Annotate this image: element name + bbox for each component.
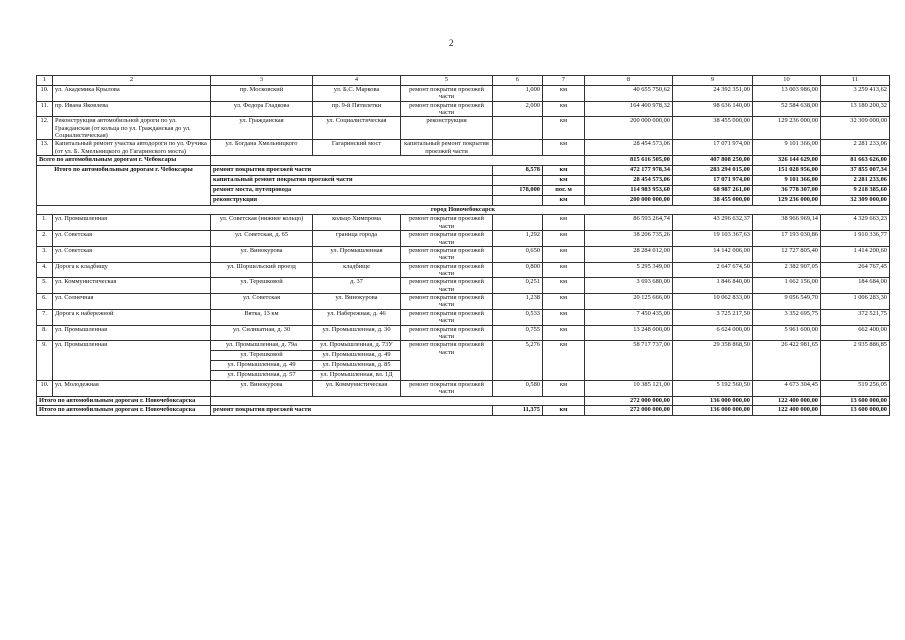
column-number-cell: 4: [313, 76, 401, 86]
itogo-row: [37, 166, 890, 176]
value-col9-cell: 38 455 000,00: [673, 195, 753, 205]
row-number-cell: 5.: [37, 278, 53, 294]
length-cell: 0,533: [493, 309, 543, 325]
length-cell: 2,000: [493, 101, 543, 117]
value-col10-cell: 5 961 600,00: [753, 325, 821, 341]
column-number-cell: 3: [211, 76, 313, 86]
value-col8-cell: 815 616 505,00: [585, 156, 673, 166]
row-number-cell: 6.: [37, 294, 53, 310]
total-row: [37, 156, 890, 166]
unit-cell: км: [543, 278, 585, 294]
work-type-cell: ремонт покрытия проезжей части: [401, 85, 493, 101]
segment-from-cell: ул. Винокурова: [211, 380, 313, 396]
table-header-row: [37, 76, 890, 86]
segment-to-cell: Гагаринский мост: [313, 140, 401, 156]
value-col10-cell: 129 236 000,00: [753, 195, 821, 205]
length-cell: [493, 215, 543, 231]
value-col11-cell: 2 935 886,85: [821, 341, 890, 381]
value-col9-cell: 407 808 250,00: [673, 156, 753, 166]
length-cell: 1,000: [493, 85, 543, 101]
segment-to-cell: ул. Набережная, д. 46: [313, 309, 401, 325]
row-number-cell: 2.: [37, 231, 53, 247]
work-type-cell: ремонт покрытия проезжей части: [401, 231, 493, 247]
work-type-cell: ремонт покрытия проезжей части: [401, 215, 493, 231]
row-number-cell: 8.: [37, 325, 53, 341]
road-name-cell: пр. Ивана Яковлева: [53, 101, 211, 117]
value-col8-cell: 10 385 121,00: [585, 380, 673, 396]
value-col8-cell: 3 693 680,00: [585, 278, 673, 294]
segment-from-cell: ул. Шоршельский проезд: [211, 262, 313, 278]
itogo-label-cell: Итого по автомобильным дорогам г. Чебоксары: [37, 166, 211, 206]
value-col10-cell: 38 966 969,14: [753, 215, 821, 231]
segment-from-cell: Вятка, 13 км: [211, 309, 313, 325]
value-col8-cell: 58 717 737,00: [585, 341, 673, 381]
road-name-cell: ул. Академика Крылова: [53, 85, 211, 101]
length-cell: 8,578: [493, 166, 543, 176]
value-col11-cell: 1 414 200,60: [821, 246, 890, 262]
value-col9-cell: 2 647 674,50: [673, 262, 753, 278]
row-number-cell: 4.: [37, 262, 53, 278]
length-cell: [493, 175, 543, 185]
value-col11-cell: 372 521,75: [821, 309, 890, 325]
value-col11-cell: 81 663 626,00: [821, 156, 890, 166]
value-col10-cell: 1 662 156,00: [753, 278, 821, 294]
value-col11-cell: 3 259 413,62: [821, 85, 890, 101]
value-col8-cell: 40 655 750,62: [585, 85, 673, 101]
value-col9-cell: 17 071 974,00: [673, 175, 753, 185]
value-col9-cell: 38 455 000,00: [673, 117, 753, 140]
value-col11-cell: 2 281 233,06: [821, 175, 890, 185]
value-col8-cell: 472 177 978,34: [585, 166, 673, 176]
table-row: [37, 294, 890, 310]
value-col9-cell: 98 636 140,00: [673, 101, 753, 117]
length-cell: 0,580: [493, 380, 543, 396]
value-col8-cell: 38 206 735,26: [585, 231, 673, 247]
value-col10-cell: 122 400 000,00: [753, 396, 821, 406]
value-col8-cell: 200 000 000,00: [585, 195, 673, 205]
length-cell: 0,251: [493, 278, 543, 294]
segment-from-cell: ул. Терешковой: [211, 351, 313, 361]
value-col8-cell: 13 248 000,00: [585, 325, 673, 341]
column-number-cell: 5: [401, 76, 493, 86]
length-cell: 1,238: [493, 294, 543, 310]
segment-from-cell: ул. Винокурова: [211, 246, 313, 262]
length-cell: 11,375: [493, 406, 543, 416]
unit-cell: км: [543, 166, 585, 176]
unit-cell: км: [543, 406, 585, 416]
value-col8-cell: 164 400 978,32: [585, 101, 673, 117]
segment-to-cell: д. 37: [313, 278, 401, 294]
segment-from-cell: ул. Промышленная, д. 79а: [211, 341, 313, 351]
row-number-cell: 10.: [37, 85, 53, 101]
value-col11-cell: 2 281 233,06: [821, 140, 890, 156]
unit-cell: км: [543, 380, 585, 396]
length-cell: 178,000: [493, 185, 543, 195]
row-number-cell: 9.: [37, 341, 53, 381]
unit-cell: км: [543, 195, 585, 205]
unit-cell: км: [543, 140, 585, 156]
table-row: [37, 85, 890, 101]
value-col10-cell: 52 584 638,00: [753, 101, 821, 117]
length-cell: 1,292: [493, 231, 543, 247]
column-number-cell: 11: [821, 76, 890, 86]
road-name-cell: ул. Советская: [53, 246, 211, 262]
value-col8-cell: 28 284 012,00: [585, 246, 673, 262]
length-cell: [493, 195, 543, 205]
segment-to-cell: ул. Б.С. Маркова: [313, 85, 401, 101]
segment-to-cell: ул. Промышленная, д. 85: [313, 361, 401, 371]
value-col9-cell: 19 103 367,63: [673, 231, 753, 247]
table-body: [37, 76, 890, 416]
total-label-cell: Итого по автомобильным дорогам г. Новочебоксарска: [37, 396, 211, 406]
table-row: [37, 246, 890, 262]
segment-to-cell: кольцо Химпрома: [313, 215, 401, 231]
road-name-cell: ул. Промышленная: [53, 215, 211, 231]
unit-cell: км: [543, 231, 585, 247]
value-col8-cell: 20 125 666,00: [585, 294, 673, 310]
row-number-cell: 7.: [37, 309, 53, 325]
segment-to-cell: ул. Промышленная, д. 30: [313, 325, 401, 341]
value-col8-cell: 272 000 000,00: [585, 406, 673, 416]
segment-from-cell: ул. Промышленная, д. 49: [211, 361, 313, 371]
value-col9-cell: 136 000 000,00: [673, 406, 753, 416]
value-col11-cell: 37 855 007,34: [821, 166, 890, 176]
table-row: [37, 262, 890, 278]
segment-from-cell: пр. Московский: [211, 85, 313, 101]
road-name-cell: ул. Промышленная: [53, 341, 211, 381]
total-row: [37, 396, 890, 406]
work-type-cell: ремонт моста, путепровода: [211, 185, 493, 195]
value-col10-cell: 13 003 986,00: [753, 85, 821, 101]
value-col11-cell: 662 400,00: [821, 325, 890, 341]
segment-to-cell: ул. Промышленная: [313, 246, 401, 262]
value-col10-cell: 3 352 695,75: [753, 309, 821, 325]
total-label-cell: Всего по автомобильным дорогам г. Чебоксары: [37, 156, 211, 166]
table-row: [37, 341, 890, 351]
road-name-cell: ул. Солнечная: [53, 294, 211, 310]
table-row: [37, 117, 890, 140]
length-cell: 5,276: [493, 341, 543, 381]
length-cell: 0,755: [493, 325, 543, 341]
segment-to-cell: кладбище: [313, 262, 401, 278]
work-type-cell: ремонт покрытия проезжей части: [211, 406, 493, 416]
unit-cell: км: [543, 101, 585, 117]
unit-cell: пог. м: [543, 185, 585, 195]
road-name-cell: ул. Советская: [53, 231, 211, 247]
row-number-cell: 13.: [37, 140, 53, 156]
work-type-cell: капитальный ремонт покрытия проезжей части: [211, 175, 493, 185]
unit-cell: км: [543, 309, 585, 325]
segment-to-cell: пр. 9-й Пятилетки: [313, 101, 401, 117]
work-type-cell: ремонт покрытия проезжей части: [401, 246, 493, 262]
unit-cell: км: [543, 325, 585, 341]
road-repair-table: [36, 75, 890, 416]
segment-from-cell: ул. Промышленная, д. 57: [211, 370, 313, 380]
table-row: [37, 309, 890, 325]
table-row: [37, 231, 890, 247]
row-number-cell: 12.: [37, 117, 53, 140]
length-cell: 0,650: [493, 246, 543, 262]
value-col10-cell: 4 673 304,45: [753, 380, 821, 396]
value-col9-cell: 24 392 351,00: [673, 85, 753, 101]
unit-cell: км: [543, 117, 585, 140]
value-col9-cell: 6 624 000,00: [673, 325, 753, 341]
segment-from-cell: ул. Советская (нижнее кольцо): [211, 215, 313, 231]
length-cell: 0,800: [493, 262, 543, 278]
segment-to-cell: ул. Промышленная, д. 73У: [313, 341, 401, 351]
work-type-cell: капитальный ремонт покрытия проезжей части: [401, 140, 493, 156]
value-col8-cell: 272 000 000,00: [585, 396, 673, 406]
value-col9-cell: 29 358 868,50: [673, 341, 753, 381]
value-col10-cell: 9 056 549,70: [753, 294, 821, 310]
segment-to-cell: ул. Винокурова: [313, 294, 401, 310]
value-col9-cell: 10 062 833,00: [673, 294, 753, 310]
table-row: [37, 101, 890, 117]
work-type-cell: ремонт покрытия проезжей части: [401, 309, 493, 325]
value-col10-cell: 9 101 366,00: [753, 140, 821, 156]
value-col9-cell: 283 294 015,00: [673, 166, 753, 176]
work-type-cell: реконструкция: [401, 117, 493, 140]
value-col9-cell: 14 142 006,00: [673, 246, 753, 262]
column-number-cell: 10: [753, 76, 821, 86]
table-row: [37, 380, 890, 396]
segment-from-cell: ул. Гражданская: [211, 117, 313, 140]
unit-cell: км: [543, 175, 585, 185]
city-header-row: [37, 205, 890, 215]
value-col9-cell: 43 296 632,37: [673, 215, 753, 231]
value-col11-cell: 519 256,05: [821, 380, 890, 396]
segment-to-cell: граница города: [313, 231, 401, 247]
value-col9-cell: 17 071 974,00: [673, 140, 753, 156]
unit-cell: км: [543, 246, 585, 262]
unit-cell: км: [543, 294, 585, 310]
value-col10-cell: 9 101 366,00: [753, 175, 821, 185]
value-col8-cell: 5 295 349,00: [585, 262, 673, 278]
road-name-cell: Реконструкция автомобильной дороги по ул. Гражданская (от кольца по ул. Гражданская до ул. Социалистическая): [53, 117, 211, 140]
unit-cell: км: [543, 85, 585, 101]
segment-from-cell: ул. Советская: [211, 294, 313, 310]
row-number-cell: 1.: [37, 215, 53, 231]
road-name-cell: ул. Молодежная: [53, 380, 211, 396]
work-type-cell: ремонт покрытия проезжей части: [401, 294, 493, 310]
work-type-cell: ремонт покрытия проезжей части: [401, 101, 493, 117]
table-row: [37, 215, 890, 231]
value-col9-cell: 1 846 840,00: [673, 278, 753, 294]
value-col10-cell: 326 144 629,00: [753, 156, 821, 166]
value-col11-cell: 264 767,45: [821, 262, 890, 278]
segment-from-cell: ул. Богдана Хмельницкого: [211, 140, 313, 156]
work-type-cell: ремонт покрытия проезжей части: [401, 341, 493, 381]
segment-from-cell: ул. Терешковой: [211, 278, 313, 294]
value-col8-cell: 28 454 573,06: [585, 140, 673, 156]
value-col10-cell: 2 382 907,05: [753, 262, 821, 278]
value-col8-cell: 114 983 953,60: [585, 185, 673, 195]
segment-to-cell: ул. Промышленная, д. 49: [313, 351, 401, 361]
work-type-cell: ремонт покрытия проезжей части: [211, 166, 493, 176]
value-col11-cell: 13 180 200,32: [821, 101, 890, 117]
page-number: 2: [449, 38, 454, 48]
segment-from-cell: ул. Федора Гладкова: [211, 101, 313, 117]
value-col10-cell: 122 400 000,00: [753, 406, 821, 416]
column-number-cell: 7: [543, 76, 585, 86]
segment-to-cell: ул. Коммунистическая: [313, 380, 401, 396]
row-number-cell: 3.: [37, 246, 53, 262]
value-col8-cell: 200 000 000,00: [585, 117, 673, 140]
empty-cell: [211, 396, 585, 406]
value-col11-cell: 32 309 000,00: [821, 117, 890, 140]
road-name-cell: ул. Промышленная: [53, 325, 211, 341]
column-number-cell: 2: [53, 76, 211, 86]
table-row: [37, 278, 890, 294]
unit-cell: км: [543, 341, 585, 381]
value-col11-cell: 13 600 000,00: [821, 406, 890, 416]
value-col11-cell: 1 006 283,30: [821, 294, 890, 310]
length-cell: [493, 117, 543, 140]
row-number-cell: 11.: [37, 101, 53, 117]
city-header-cell: город Новочебоксарск: [37, 205, 890, 215]
work-type-cell: ремонт покрытия проезжей части: [401, 380, 493, 396]
empty-cell: [211, 156, 585, 166]
value-col11-cell: 184 684,00: [821, 278, 890, 294]
value-col9-cell: 5 192 560,50: [673, 380, 753, 396]
row-number-cell: 10.: [37, 380, 53, 396]
value-col11-cell: 1 910 336,77: [821, 231, 890, 247]
value-col10-cell: 151 028 956,00: [753, 166, 821, 176]
work-type-cell: ремонт покрытия проезжей части: [401, 278, 493, 294]
road-name-cell: ул. Коммунистическая: [53, 278, 211, 294]
work-type-cell: ремонт покрытия проезжей части: [401, 325, 493, 341]
column-number-cell: 8: [585, 76, 673, 86]
road-name-cell: Дорога к набережной: [53, 309, 211, 325]
value-col10-cell: 17 193 030,86: [753, 231, 821, 247]
value-col9-cell: 68 987 261,00: [673, 185, 753, 195]
value-col8-cell: 7 450 435,00: [585, 309, 673, 325]
road-name-cell: Капитальный ремонт участка автодороги по ул. Фучика (от ул. Б. Хмельницкого до Гагаринского моста): [53, 140, 211, 156]
value-col11-cell: 13 600 000,00: [821, 396, 890, 406]
value-col8-cell: 28 454 573,06: [585, 175, 673, 185]
work-type-cell: реконструкция: [211, 195, 493, 205]
work-type-cell: ремонт покрытия проезжей части: [401, 262, 493, 278]
segment-from-cell: ул. Советская, д. 65: [211, 231, 313, 247]
table-row: [37, 325, 890, 341]
value-col9-cell: 3 725 217,50: [673, 309, 753, 325]
value-col11-cell: 4 329 663,23: [821, 215, 890, 231]
unit-cell: км: [543, 262, 585, 278]
value-col9-cell: 136 000 000,00: [673, 396, 753, 406]
value-col10-cell: 12 727 805,40: [753, 246, 821, 262]
value-col11-cell: 9 218 385,60: [821, 185, 890, 195]
value-col11-cell: 32 309 000,00: [821, 195, 890, 205]
unit-cell: км: [543, 215, 585, 231]
segment-to-cell: ул. Промышленная, вл. 1Д: [313, 370, 401, 380]
table-row: [37, 140, 890, 156]
value-col10-cell: 26 422 981,65: [753, 341, 821, 381]
column-number-cell: 1: [37, 76, 53, 86]
itogo-row: [37, 406, 890, 416]
road-name-cell: Дорога к кладбищу: [53, 262, 211, 278]
value-col10-cell: 36 778 307,00: [753, 185, 821, 195]
length-cell: [493, 140, 543, 156]
segment-to-cell: ул. Социалистическая: [313, 117, 401, 140]
value-col10-cell: 129 236 000,00: [753, 117, 821, 140]
itogo-label-cell: Итого по автомобильным дорогам г. Новочебоксарска: [37, 406, 211, 416]
column-number-cell: 6: [493, 76, 543, 86]
column-number-cell: 9: [673, 76, 753, 86]
segment-from-cell: ул. Силикатная, д. 30: [211, 325, 313, 341]
value-col8-cell: 86 593 264,74: [585, 215, 673, 231]
